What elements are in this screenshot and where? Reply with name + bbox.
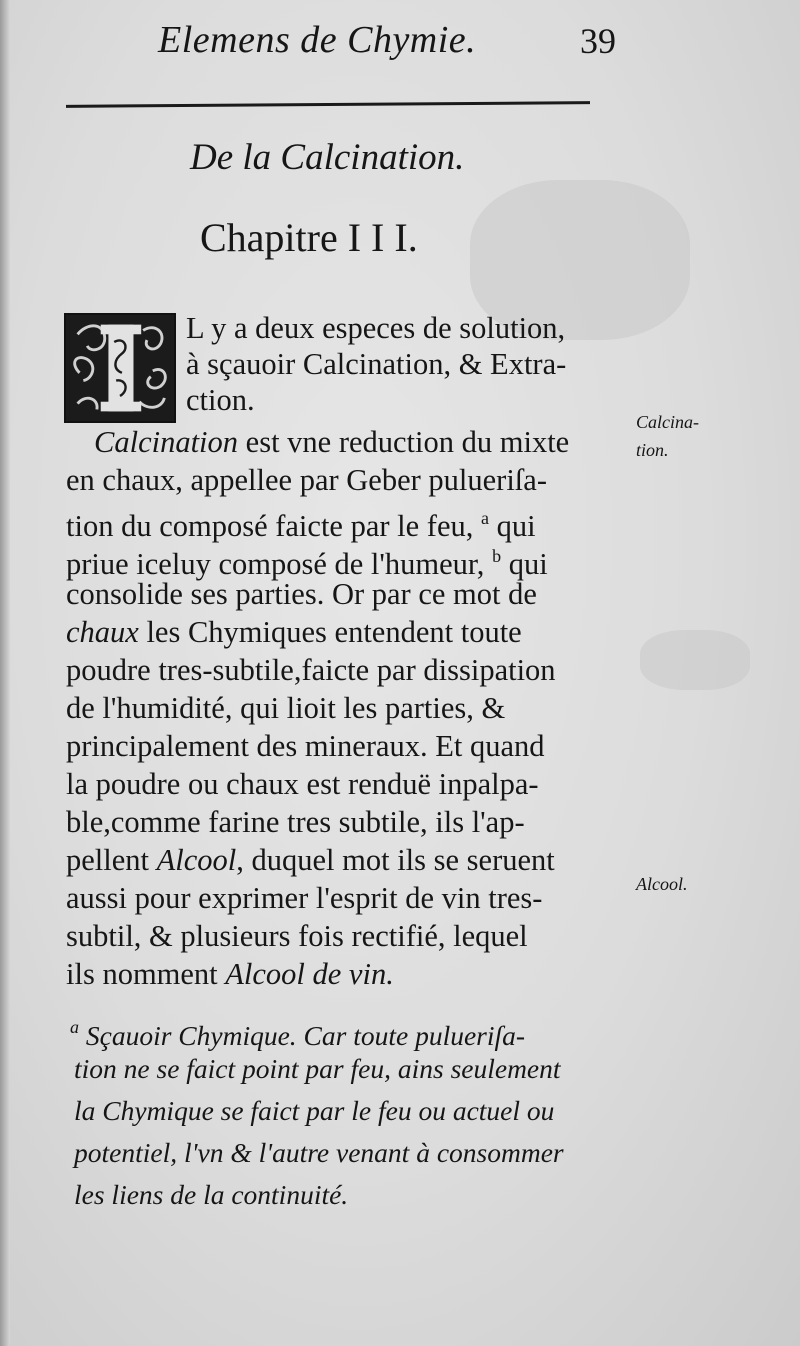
page-edge-shadow — [0, 0, 10, 1346]
text-line-2: à sçauoir Calcination, & Extra- — [186, 347, 567, 381]
text-line-18-a: ils nomment — [66, 957, 226, 991]
chapter-heading: Chapitre I I I. — [200, 215, 418, 260]
text-line-13: la poudre ou chaux est renduë inpalpa- — [66, 767, 539, 801]
text-line-15 — [66, 842, 555, 878]
header-rule — [66, 101, 590, 108]
footnote-line-5: les liens de la continuité. — [74, 1179, 349, 1210]
text-line-4 — [94, 424, 569, 460]
text-line-16: aussi pour exprimer l'esprit de vin tres- — [66, 881, 543, 915]
footnote-line-4: potentiel, l'vn & l'autre venant à consommer — [74, 1137, 564, 1168]
footnote-line-1 — [70, 1010, 525, 1053]
text-line-3: ction. — [186, 383, 255, 417]
text-line-6-a: tion du composé faicte par le feu, — [66, 509, 481, 543]
text-line-6-b: qui — [488, 509, 536, 543]
footnote-ref-b: b — [492, 546, 502, 566]
text-line-7-b: qui — [501, 547, 548, 581]
footnote-marker: a — [70, 1017, 79, 1037]
text-line-15-a: pellent — [66, 843, 157, 877]
section-title: De la Calcination. — [190, 137, 465, 178]
margin-note-calcination: Calcina- — [636, 412, 699, 432]
text-line-9 — [66, 614, 522, 650]
margin-note-calcination-2: tion. — [636, 440, 669, 460]
text-line-10: poudre tres-subtile,faicte par dissipation — [66, 653, 556, 687]
bleed-through-smudge — [640, 630, 750, 690]
running-head: Elemens de Chymie. — [158, 19, 477, 61]
text-line-14: ble,comme farine tres subtile, ils l'ap- — [66, 805, 525, 839]
ornamental-drop-cap — [64, 313, 176, 423]
text-line-12: principalement des mineraux. Et quand — [66, 729, 545, 763]
text-line-18 — [66, 956, 394, 992]
footnote-line-2: tion ne se faict point par feu, ains seulement — [74, 1053, 561, 1084]
term-calcination: Calcination — [94, 425, 239, 459]
text-line-17: subtil, & plusieurs fois rectifié, lequel — [66, 919, 528, 953]
text-line-4-rest: est vne reduction du mixte — [238, 425, 570, 459]
footnote-line-3: la Chymique se faict par le feu ou actuel ou — [74, 1095, 555, 1126]
text-line-15-b: , duquel mot ils se seruent — [236, 843, 555, 877]
text-line-5: en chaux, appellee par Geber pulueriſa- — [66, 463, 547, 497]
footnote-ref-a: a — [480, 508, 489, 528]
footnote-line-1-text: Sçauoir Chymique. Car toute pulueriſa- — [79, 1020, 526, 1051]
term-chaux: chaux — [66, 615, 139, 649]
text-line-8: consolide ses parties. Or par ce mot de — [66, 577, 537, 611]
page-number: 39 — [580, 21, 616, 61]
term-alcool-de-vin: Alcool de vin. — [225, 957, 394, 991]
text-line-1: L y a deux especes de solution, — [186, 311, 566, 345]
text-line-9-rest: les Chymiques entendent toute — [138, 615, 522, 649]
text-line-11: de l'humidité, qui lioit les parties, & — [66, 691, 506, 725]
term-alcool: Alcool — [156, 843, 237, 877]
text-line-7-a: priue iceluy composé de l'humeur, — [66, 547, 493, 581]
ornament-flourish-icon — [66, 315, 174, 421]
margin-note-alcool: Alcool. — [636, 874, 688, 894]
